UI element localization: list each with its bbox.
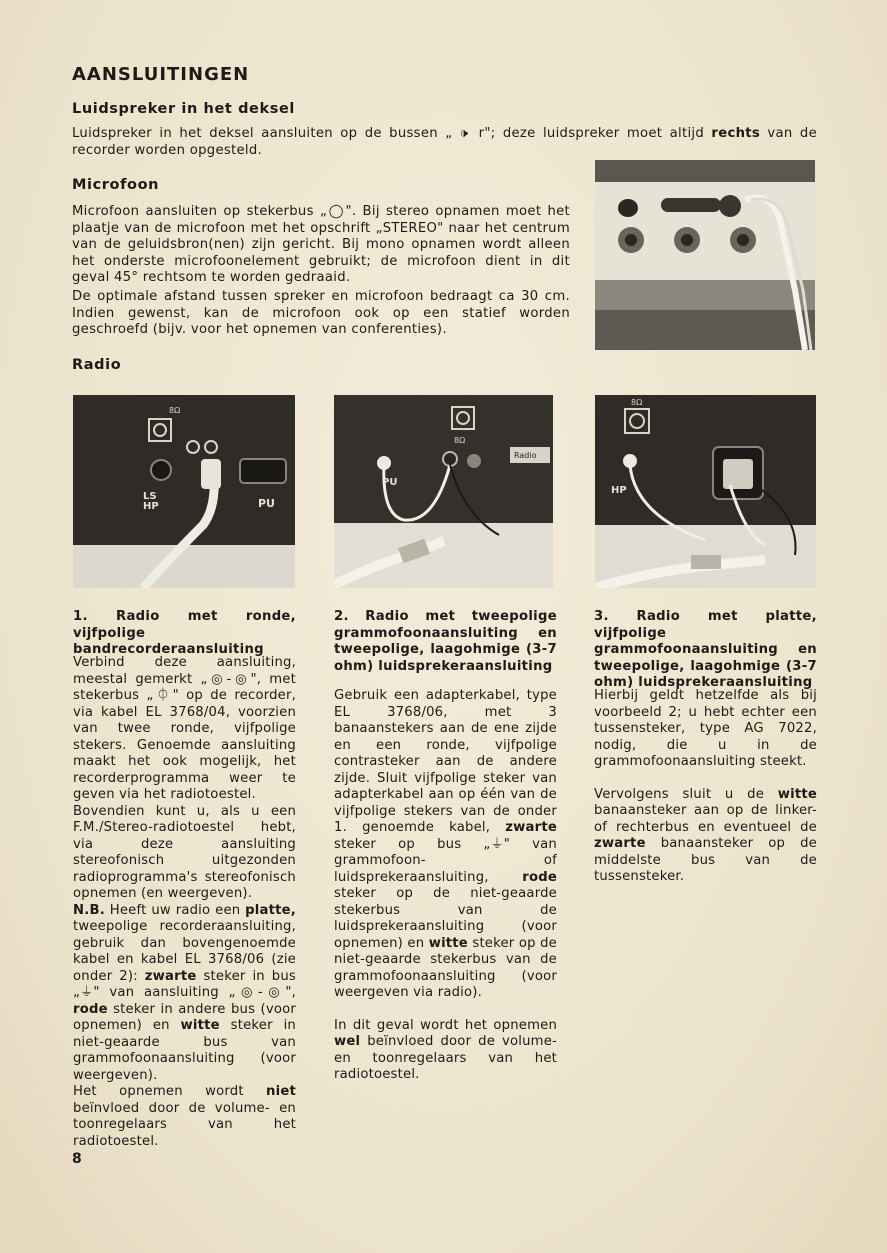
microphone-socket-photo bbox=[595, 160, 815, 350]
radio-photo-3 bbox=[595, 395, 816, 588]
column-2-paragraph-1: Gebruik een adapterkabel, type EL 3768/06, met 3 banaanstekers aan de ene zijde en een ronde, vijfpolige contrasteker aan de andere zijde. Sluit vijfpolige steker van adapterkabel aan op één van de vijfpolige stekers van de onder 1. genoemde kabel, zwarte steker op bus „⏚" van grammofoon- of luidsprekeraansluiting, rode steker op de niet-geaarde stekerbus van de luidsprekeraansluiting (voor opnemen) en witte steker op de niet-geaarde stekerbus van de grammofoonaansluiting (voor weergeven via radio). bbox=[334, 688, 557, 1000]
column-1-caption: 1. Radio met ronde, vijfpolige bandrecorderaansluiting bbox=[73, 609, 296, 657]
radio-photo-2 bbox=[334, 395, 553, 588]
column-1-nb-paragraph: N.B. Heeft uw radio een platte, tweepolige recorderaansluiting, gebruik dan bovengenoemde kabel en kabel EL 3768/06 (zie onder 2): zwarte steker in bus „⏚" van aansluiting „◎-◎", rode steker in andere bus (voor opnemen) en witte steker in niet-geaarde bus van grammofoonaansluiting (voor weergeven). bbox=[73, 902, 297, 1083]
column-3-paragraph-2: Vervolgens sluit u de witte banaansteker aan op de linker-of rechterbus en eventueel de zwarte banaansteker op de middelste bus van de tussensteker. bbox=[594, 786, 817, 884]
photo3-ohm-label: 8Ω bbox=[631, 398, 643, 407]
photo1-pu-label: PU bbox=[258, 497, 275, 510]
column-2-body bbox=[334, 688, 557, 1084]
radio-heading: Radio bbox=[72, 357, 122, 373]
column-3-body bbox=[594, 688, 817, 886]
column-2-caption: 2. Radio met tweepolige grammofoonaansluiting en tweepolige, laagohmige (3-7 ohm) luidsprekeraansluiting bbox=[334, 609, 557, 674]
column-2-paragraph-2: In dit geval wordt het opnemen wel beïnvloed door de volume-en toonregelaars van het radiotoestel. bbox=[334, 1017, 557, 1082]
photo3-hp-label: HP bbox=[611, 485, 627, 496]
microphone-paragraph-2: De optimale afstand tussen spreker en microfoon bedraagt ca 30 cm. Indien gewenst, kan de microfoon ook op een statief worden geschroefd (bijv. voor het opnemen van conferenties). bbox=[72, 289, 570, 337]
speaker-symbol-icon: 🕩 bbox=[459, 126, 472, 141]
speaker-text: Luidspreker in het deksel aansluiten op de bussen „ 🕩 r"; deze luidspreker moet altijd rechts van de recorder worden opgesteld. bbox=[72, 126, 818, 158]
radio-photo-1 bbox=[73, 395, 295, 588]
photo1-ohm-label: 8Ω bbox=[169, 406, 181, 415]
column-3-caption: 3. Radio met platte, vijfpolige grammofoonaansluiting en tweepolige, laagohmige (3-7 ohm) luidsprekeraansluiting bbox=[594, 609, 817, 690]
photo1-hp-label: HP bbox=[143, 501, 159, 512]
column-3-paragraph-1: Hierbij geldt hetzelfde als bij voorbeeld 2; u hebt echter een tussensteker, type AG 7022, nodig, die u in de grammofoonaansluiting steekt. bbox=[594, 688, 817, 769]
photo2-pu-label: PU bbox=[382, 477, 398, 488]
microphone-paragraph-1: Microfoon aansluiten op stekerbus „◯". Bij stereo opnamen moet het plaatje van de microfoon met het opschrift „STEREO" naar het centrum van de geluidsbron(nen) zijn gericht. Bij mono opnamen wordt alleen het onderste microfoonelement gebruikt; de microfoon dient in dit geval 45° rechtsom te worden gedraaid. bbox=[72, 204, 570, 285]
speaker-heading: Luidspreker in het deksel bbox=[72, 101, 295, 117]
microphone-heading: Microfoon bbox=[72, 177, 160, 193]
column-1-last-paragraph: Het opnemen wordt niet beïnvloed door de volume- en toonregelaars van het radiotoestel. bbox=[73, 1084, 296, 1149]
photo1-ls-label: LS bbox=[143, 491, 157, 502]
column-1-body bbox=[73, 655, 296, 1150]
photo2-radio-label: Radio bbox=[514, 451, 537, 460]
page-title: AANSLUITINGEN bbox=[72, 64, 250, 85]
page-number: 8 bbox=[72, 1151, 82, 1167]
photo2-ohm-label: 8Ω bbox=[454, 436, 466, 445]
column-1-paragraph-2: Bovendien kunt u, als u een F.M./Stereo-radiotoestel hebt, via deze aansluiting stereofonisch uitgezonden radioprogramma's stereofonisch opnemen (en weergeven). bbox=[73, 803, 296, 901]
column-1-paragraph-1: Verbind deze aansluiting, meestal gemerkt „◎-◎", met stekerbus „⏀" op de recorder, via kabel EL 3768/04, voorzien van twee ronde, vijfpolige stekers. Genoemde aansluiting maakt het ook mogelijk, het recorderprogramma weer te geven via het radiotoestel. bbox=[73, 655, 296, 802]
